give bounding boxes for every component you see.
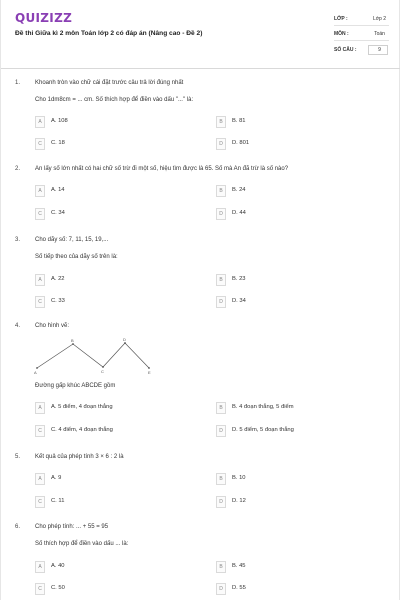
- question-text: Đường gấp khúc ABCDE gồm: [35, 383, 116, 389]
- question-text: Cho phép tính: ... + 55 = 95: [35, 524, 109, 530]
- option-letter-d: D: [216, 138, 226, 150]
- figure-point-label: D: [123, 337, 126, 342]
- option-letter-d: D: [216, 208, 226, 220]
- option-letter-a: A: [35, 402, 45, 414]
- worksheet-header: [1, 0, 400, 68]
- option-letter-a: A: [35, 185, 45, 197]
- option-letter-b: B: [216, 274, 226, 286]
- worksheet-title: Đề thi Giữa kì 2 môn Toán lớp 2 có đáp án (Nâng cao - Đề 2): [15, 30, 203, 37]
- option-text: C. 18: [51, 140, 65, 146]
- option-text: D. 12: [232, 498, 246, 504]
- option-text: A. 22: [51, 276, 65, 282]
- option-letter-b: B: [216, 185, 226, 197]
- option-letter-d: D: [216, 583, 226, 595]
- question-number: 5.: [15, 454, 21, 460]
- option-text: A. 5 điểm, 4 đoạn thẳng: [51, 404, 113, 410]
- question-text: An lấy số lớn nhất có hai chữ số trừ đi một số, hiệu tìm được là 65. Số mà An đã trừ là số nào?: [35, 166, 289, 172]
- option-text: C. 11: [51, 498, 65, 504]
- option-text: A. 14: [51, 187, 65, 193]
- question-number: 4.: [15, 323, 21, 329]
- question-text: Kết quả của phép tính 3 × 6 : 2 là: [35, 454, 124, 460]
- option-letter-c: C: [35, 496, 45, 508]
- option-letter-c: C: [35, 296, 45, 308]
- option-text: D. 5 điểm, 5 đoạn thẳng: [232, 427, 294, 433]
- quizizz-logo: QUIZIZZ: [15, 11, 73, 25]
- meta-class-value: Lớp 2: [372, 16, 386, 22]
- figure-point-label: A: [34, 370, 37, 375]
- option-text: A. 40: [51, 563, 65, 569]
- option-letter-b: B: [216, 116, 226, 128]
- option-text: D. 55: [232, 585, 246, 591]
- option-text: B. 4 đoạn thẳng, 5 điểm: [232, 404, 294, 410]
- question-instruction: Khoanh tròn vào chữ cái đặt trước câu trả lời đúng nhất: [35, 80, 184, 86]
- question-text: Cho 1dm8cm = ... cm. Số thích hợp để điền vào dấu "..." là:: [35, 97, 194, 103]
- option-text: B. 81: [232, 118, 246, 124]
- option-text: C. 4 điểm, 4 đoạn thẳng: [51, 427, 113, 433]
- option-letter-a: A: [35, 561, 45, 573]
- option-letter-b: B: [216, 561, 226, 573]
- question-number: 3.: [15, 237, 21, 243]
- option-letter-d: D: [216, 425, 226, 437]
- option-letter-d: D: [216, 496, 226, 508]
- option-letter-d: D: [216, 296, 226, 308]
- polyline-figure: [31, 336, 161, 376]
- question-number: 1.: [15, 80, 21, 86]
- option-letter-c: C: [35, 138, 45, 150]
- question-text: Cho dãy số: 7, 11, 15, 19,...: [35, 237, 109, 243]
- option-text: C. 33: [51, 298, 65, 304]
- option-letter-c: C: [35, 583, 45, 595]
- divider: [334, 25, 389, 26]
- option-text: A. 9: [51, 475, 62, 481]
- option-text: B. 10: [232, 475, 246, 481]
- option-letter-a: A: [35, 473, 45, 485]
- option-text: D. 801: [232, 140, 250, 146]
- header-divider: [1, 68, 400, 69]
- option-text: D. 34: [232, 298, 246, 304]
- option-text: B. 45: [232, 563, 246, 569]
- figure-point-label: C: [101, 369, 104, 374]
- figure-point-label: E: [148, 370, 151, 375]
- meta-subject-value: Toán: [374, 31, 385, 37]
- option-text: B. 23: [232, 276, 246, 282]
- question-text: Số thích hợp để điền vào dấu ... là:: [35, 541, 129, 547]
- divider: [334, 40, 389, 41]
- meta-count-label: SỐ CÂU :: [334, 47, 357, 53]
- meta-subject-label: MÔN :: [334, 31, 349, 37]
- option-text: A. 108: [51, 118, 68, 124]
- meta-class-label: LỚP :: [334, 16, 348, 22]
- option-letter-c: C: [35, 425, 45, 437]
- question-text: Số tiếp theo của dãy số trên là:: [35, 254, 118, 260]
- option-text: D. 44: [232, 210, 246, 216]
- option-text: C. 34: [51, 210, 65, 216]
- option-letter-a: A: [35, 116, 45, 128]
- option-letter-a: A: [35, 274, 45, 286]
- question-text: Cho hình vẽ:: [35, 323, 70, 329]
- figure-point-label: B: [71, 338, 74, 343]
- option-text: B. 24: [232, 187, 246, 193]
- option-letter-b: B: [216, 473, 226, 485]
- meta-count-value: 9: [378, 47, 381, 53]
- option-letter-c: C: [35, 208, 45, 220]
- question-number: 2.: [15, 166, 21, 172]
- option-letter-b: B: [216, 402, 226, 414]
- question-number: 6.: [15, 524, 21, 530]
- option-text: C. 50: [51, 585, 65, 591]
